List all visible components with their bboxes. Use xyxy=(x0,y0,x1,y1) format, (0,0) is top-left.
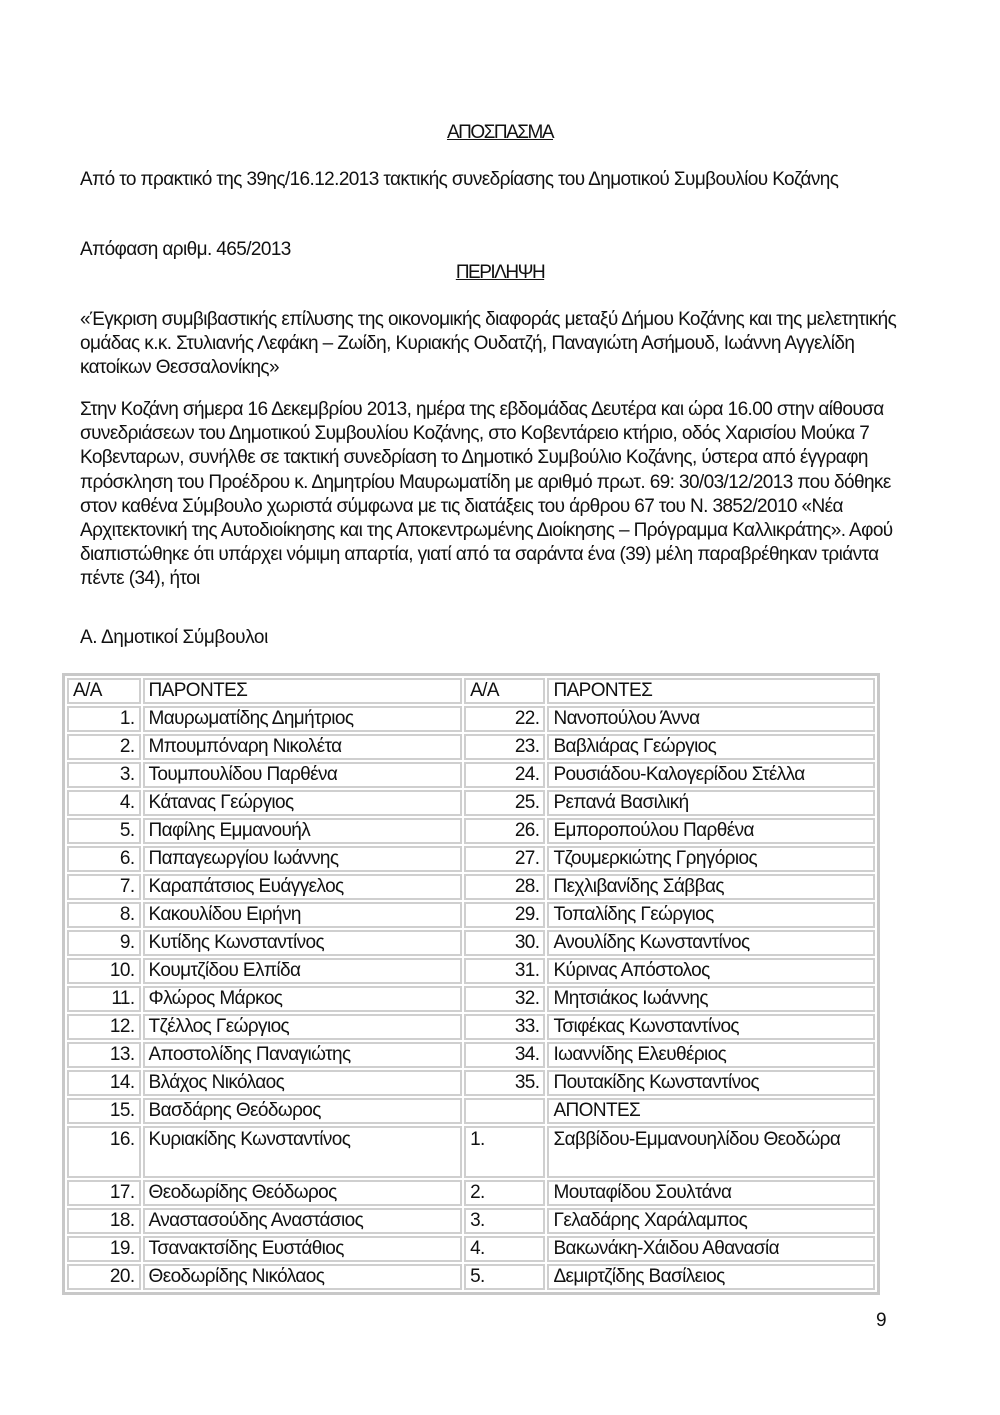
member-number: 11. xyxy=(67,986,141,1012)
member-name: Μαυρωματίδης Δημήτριος xyxy=(143,706,463,732)
member-name: Κυριακίδης Κωνσταντίνος xyxy=(143,1126,463,1178)
member-name: Κουμτζίδου Ελπίδα xyxy=(143,958,463,984)
member-name: Τοπαλίδης Γεώργιος xyxy=(547,902,875,928)
table-row xyxy=(67,930,875,956)
decision-number: Απόφαση αριθμ. 465/2013 xyxy=(80,239,291,260)
table-row xyxy=(67,902,875,928)
member-number: 17. xyxy=(67,1180,141,1206)
absent-header: ΑΠΟΝΤΕΣ xyxy=(547,1098,875,1124)
document-title: ΑΠΟΣΠΑΣΜΑ xyxy=(446,122,554,143)
summary-text: «Έγκριση συμβιβαστικής επίλυσης της οικονομικής διαφοράς μεταξύ Δήμου Κοζάνης και της μελετητικής ομάδας κ.κ. Στυλιανής Λεφάκη – Ζωίδη, Κυριακής Ουδατζή, Παναγιώτη Ασήμουδ, Ιωάννη Αγγελίδη κατοίκων Θεσσαλονίκης» xyxy=(80,309,901,378)
absent-number: 5. xyxy=(464,1264,545,1290)
table-row xyxy=(67,846,875,872)
table-row xyxy=(67,762,875,788)
empty-cell xyxy=(464,1098,545,1124)
member-number: 5. xyxy=(67,818,141,844)
table-row xyxy=(67,1098,875,1124)
member-number: 18. xyxy=(67,1208,141,1234)
member-name: Νανοπούλου Άννα xyxy=(547,706,875,732)
member-number: 31. xyxy=(464,958,545,984)
member-name: Μητσιάκος Ιωάννης xyxy=(547,986,875,1012)
member-name: Βλάχος Νικόλαος xyxy=(143,1070,463,1096)
member-name: Παφίλης Εμμανουήλ xyxy=(143,818,463,844)
member-number: 33. xyxy=(464,1014,545,1040)
member-number: 16. xyxy=(67,1126,141,1178)
member-name: Ανουλίδης Κωνσταντίνος xyxy=(547,930,875,956)
member-name: Ιωαννίδης Ελευθέριος xyxy=(547,1042,875,1068)
member-name: Ρουσιάδου-Καλογερίδου Στέλλα xyxy=(547,762,875,788)
member-number: 13. xyxy=(67,1042,141,1068)
absent-name: Γελαδάρης Χαράλαμπος xyxy=(547,1208,875,1234)
absent-name: Μουταφίδου Σουλτάνα xyxy=(547,1180,875,1206)
member-name: Βασδάρης Θεόδωρος xyxy=(143,1098,463,1124)
member-number: 34. xyxy=(464,1042,545,1068)
member-number: 22. xyxy=(464,706,545,732)
member-number: 30. xyxy=(464,930,545,956)
member-name: Τσιφέκας Κωνσταντίνος xyxy=(547,1014,875,1040)
table-row xyxy=(67,986,875,1012)
table-row xyxy=(67,818,875,844)
section-heading: Α. Δημοτικοί Σύμβουλοι xyxy=(80,627,268,648)
table-row xyxy=(67,1126,875,1178)
member-number: 29. xyxy=(464,902,545,928)
member-number: 23. xyxy=(464,734,545,760)
member-number: 1. xyxy=(67,706,141,732)
absent-number: 1. xyxy=(464,1126,545,1178)
table-row xyxy=(67,1042,875,1068)
header-present-left: ΠΑΡΟΝΤΕΣ xyxy=(143,678,463,704)
member-number: 28. xyxy=(464,874,545,900)
members-table xyxy=(62,673,880,1295)
member-number: 12. xyxy=(67,1014,141,1040)
member-name: Μπουμπόναρη Νικολέτα xyxy=(143,734,463,760)
absent-name: Βακωνάκη-Χάιδου Αθανασία xyxy=(547,1236,875,1262)
body-text: Στην Κοζάνη σήμερα 16 Δεκεμβρίου 2013, ημέρα της εβδομάδας Δευτέρα και ώρα 16.00 στην αίθουσα συνεδριάσεων του Δημοτικού Συμβουλίου Κοζάνης, στο Κοβεντάρειο κτήριο, οδός Χαρισίου Μούκα 7 Κοβενταρων, συνήλθε σε τακτική συνεδρίαση το Δημοτικό Συμβούλιο Κοζάνης, ύστερα από έγγραφη πρόσκληση του Προέδρου κ. Δημητρίου Μαυρωματίδη με αριθμό πρωτ. 69: 30/03/12/2013 που δόθηκε στον καθένα Σύμβουλο χωριστά σύμφωνα με τις διατάξεις του άρθρου 67 του Ν. 3852/2010 «Νέα Αρχιτεκτονική της Αυτοδιοίκησης και της Αποκεντρωμένης Διοίκησης – Πρόγραμμα Καλλικράτης». Αφού διαπιστώθηκε ότι υπάρχει νόμιμη απαρτία, γιατί από τα σαράντα ένα (39) μέλη παραβρέθηκαν τριάντα πέντε (34), ήτοι xyxy=(80,399,898,590)
member-number: 19. xyxy=(67,1236,141,1262)
member-name: Κάτανας Γεώργιος xyxy=(143,790,463,816)
member-name: Τζουμερκιώτης Γρηγόριος xyxy=(547,846,875,872)
header-present-right: ΠΑΡΟΝΤΕΣ xyxy=(547,678,875,704)
table-row xyxy=(67,734,875,760)
member-number: 9. xyxy=(67,930,141,956)
member-number: 27. xyxy=(464,846,545,872)
absent-name: Σαββίδου-Εμμανουηλίδου Θεοδώρα xyxy=(547,1126,875,1178)
member-number: 3. xyxy=(67,762,141,788)
page-number: 9 xyxy=(876,1310,887,1331)
member-number: 25. xyxy=(464,790,545,816)
member-number: 6. xyxy=(67,846,141,872)
table-header-row xyxy=(67,678,875,704)
table-row xyxy=(67,874,875,900)
member-name: Παπαγεωργίου Ιωάννης xyxy=(143,846,463,872)
member-name: Πεχλιβανίδης Σάββας xyxy=(547,874,875,900)
table-row xyxy=(67,1208,875,1234)
member-name: Βαβλιάρας Γεώργιος xyxy=(547,734,875,760)
member-number: 15. xyxy=(67,1098,141,1124)
member-name: Κακουλίδου Ειρήνη xyxy=(143,902,463,928)
table-row xyxy=(67,1014,875,1040)
table-row xyxy=(67,1264,875,1290)
member-number: 4. xyxy=(67,790,141,816)
member-number: 7. xyxy=(67,874,141,900)
member-name: Τουμπουλίδου Παρθένα xyxy=(143,762,463,788)
member-name: Φλώρος Μάρκος xyxy=(143,986,463,1012)
member-name: Πουτακίδης Κωνσταντίνος xyxy=(547,1070,875,1096)
member-name: Εμποροπούλου Παρθένα xyxy=(547,818,875,844)
member-number: 24. xyxy=(464,762,545,788)
summary-heading: ΠΕΡΙΛΗΨΗ xyxy=(455,262,545,283)
intro-line: Από το πρακτικό της 39ης/16.12.2013 τακτικής συνεδρίασης του Δημοτικού Συμβουλίου Κοζάνης xyxy=(80,169,839,190)
member-number: 26. xyxy=(464,818,545,844)
member-name: Κυτίδης Κωνσταντίνος xyxy=(143,930,463,956)
member-name: Θεοδωρίδης Θεόδωρος xyxy=(143,1180,463,1206)
header-num-right: Α/Α xyxy=(464,678,545,704)
header-num-left: Α/Α xyxy=(67,678,141,704)
absent-name: Δεμιρτζίδης Βασίλειος xyxy=(547,1264,875,1290)
member-number: 14. xyxy=(67,1070,141,1096)
member-name: Τσανακτσίδης Ευστάθιος xyxy=(143,1236,463,1262)
absent-number: 4. xyxy=(464,1236,545,1262)
table-row xyxy=(67,790,875,816)
absent-number: 2. xyxy=(464,1180,545,1206)
member-number: 35. xyxy=(464,1070,545,1096)
member-name: Ρεπανά Βασιλική xyxy=(547,790,875,816)
member-name: Αποστολίδης Παναγιώτης xyxy=(143,1042,463,1068)
member-number: 8. xyxy=(67,902,141,928)
member-name: Θεοδωρίδης Νικόλαος xyxy=(143,1264,463,1290)
table-row xyxy=(67,1236,875,1262)
member-name: Τζέλλος Γεώργιος xyxy=(143,1014,463,1040)
table-row xyxy=(67,706,875,732)
member-number: 20. xyxy=(67,1264,141,1290)
member-name: Αναστασούδης Αναστάσιος xyxy=(143,1208,463,1234)
table-row xyxy=(67,958,875,984)
member-name: Κύρινας Απόστολος xyxy=(547,958,875,984)
table-row xyxy=(67,1070,875,1096)
absent-number: 3. xyxy=(464,1208,545,1234)
table-row xyxy=(67,1180,875,1206)
member-number: 10. xyxy=(67,958,141,984)
member-number: 2. xyxy=(67,734,141,760)
member-name: Καραπάτσιος Ευάγγελος xyxy=(143,874,463,900)
member-number: 32. xyxy=(464,986,545,1012)
